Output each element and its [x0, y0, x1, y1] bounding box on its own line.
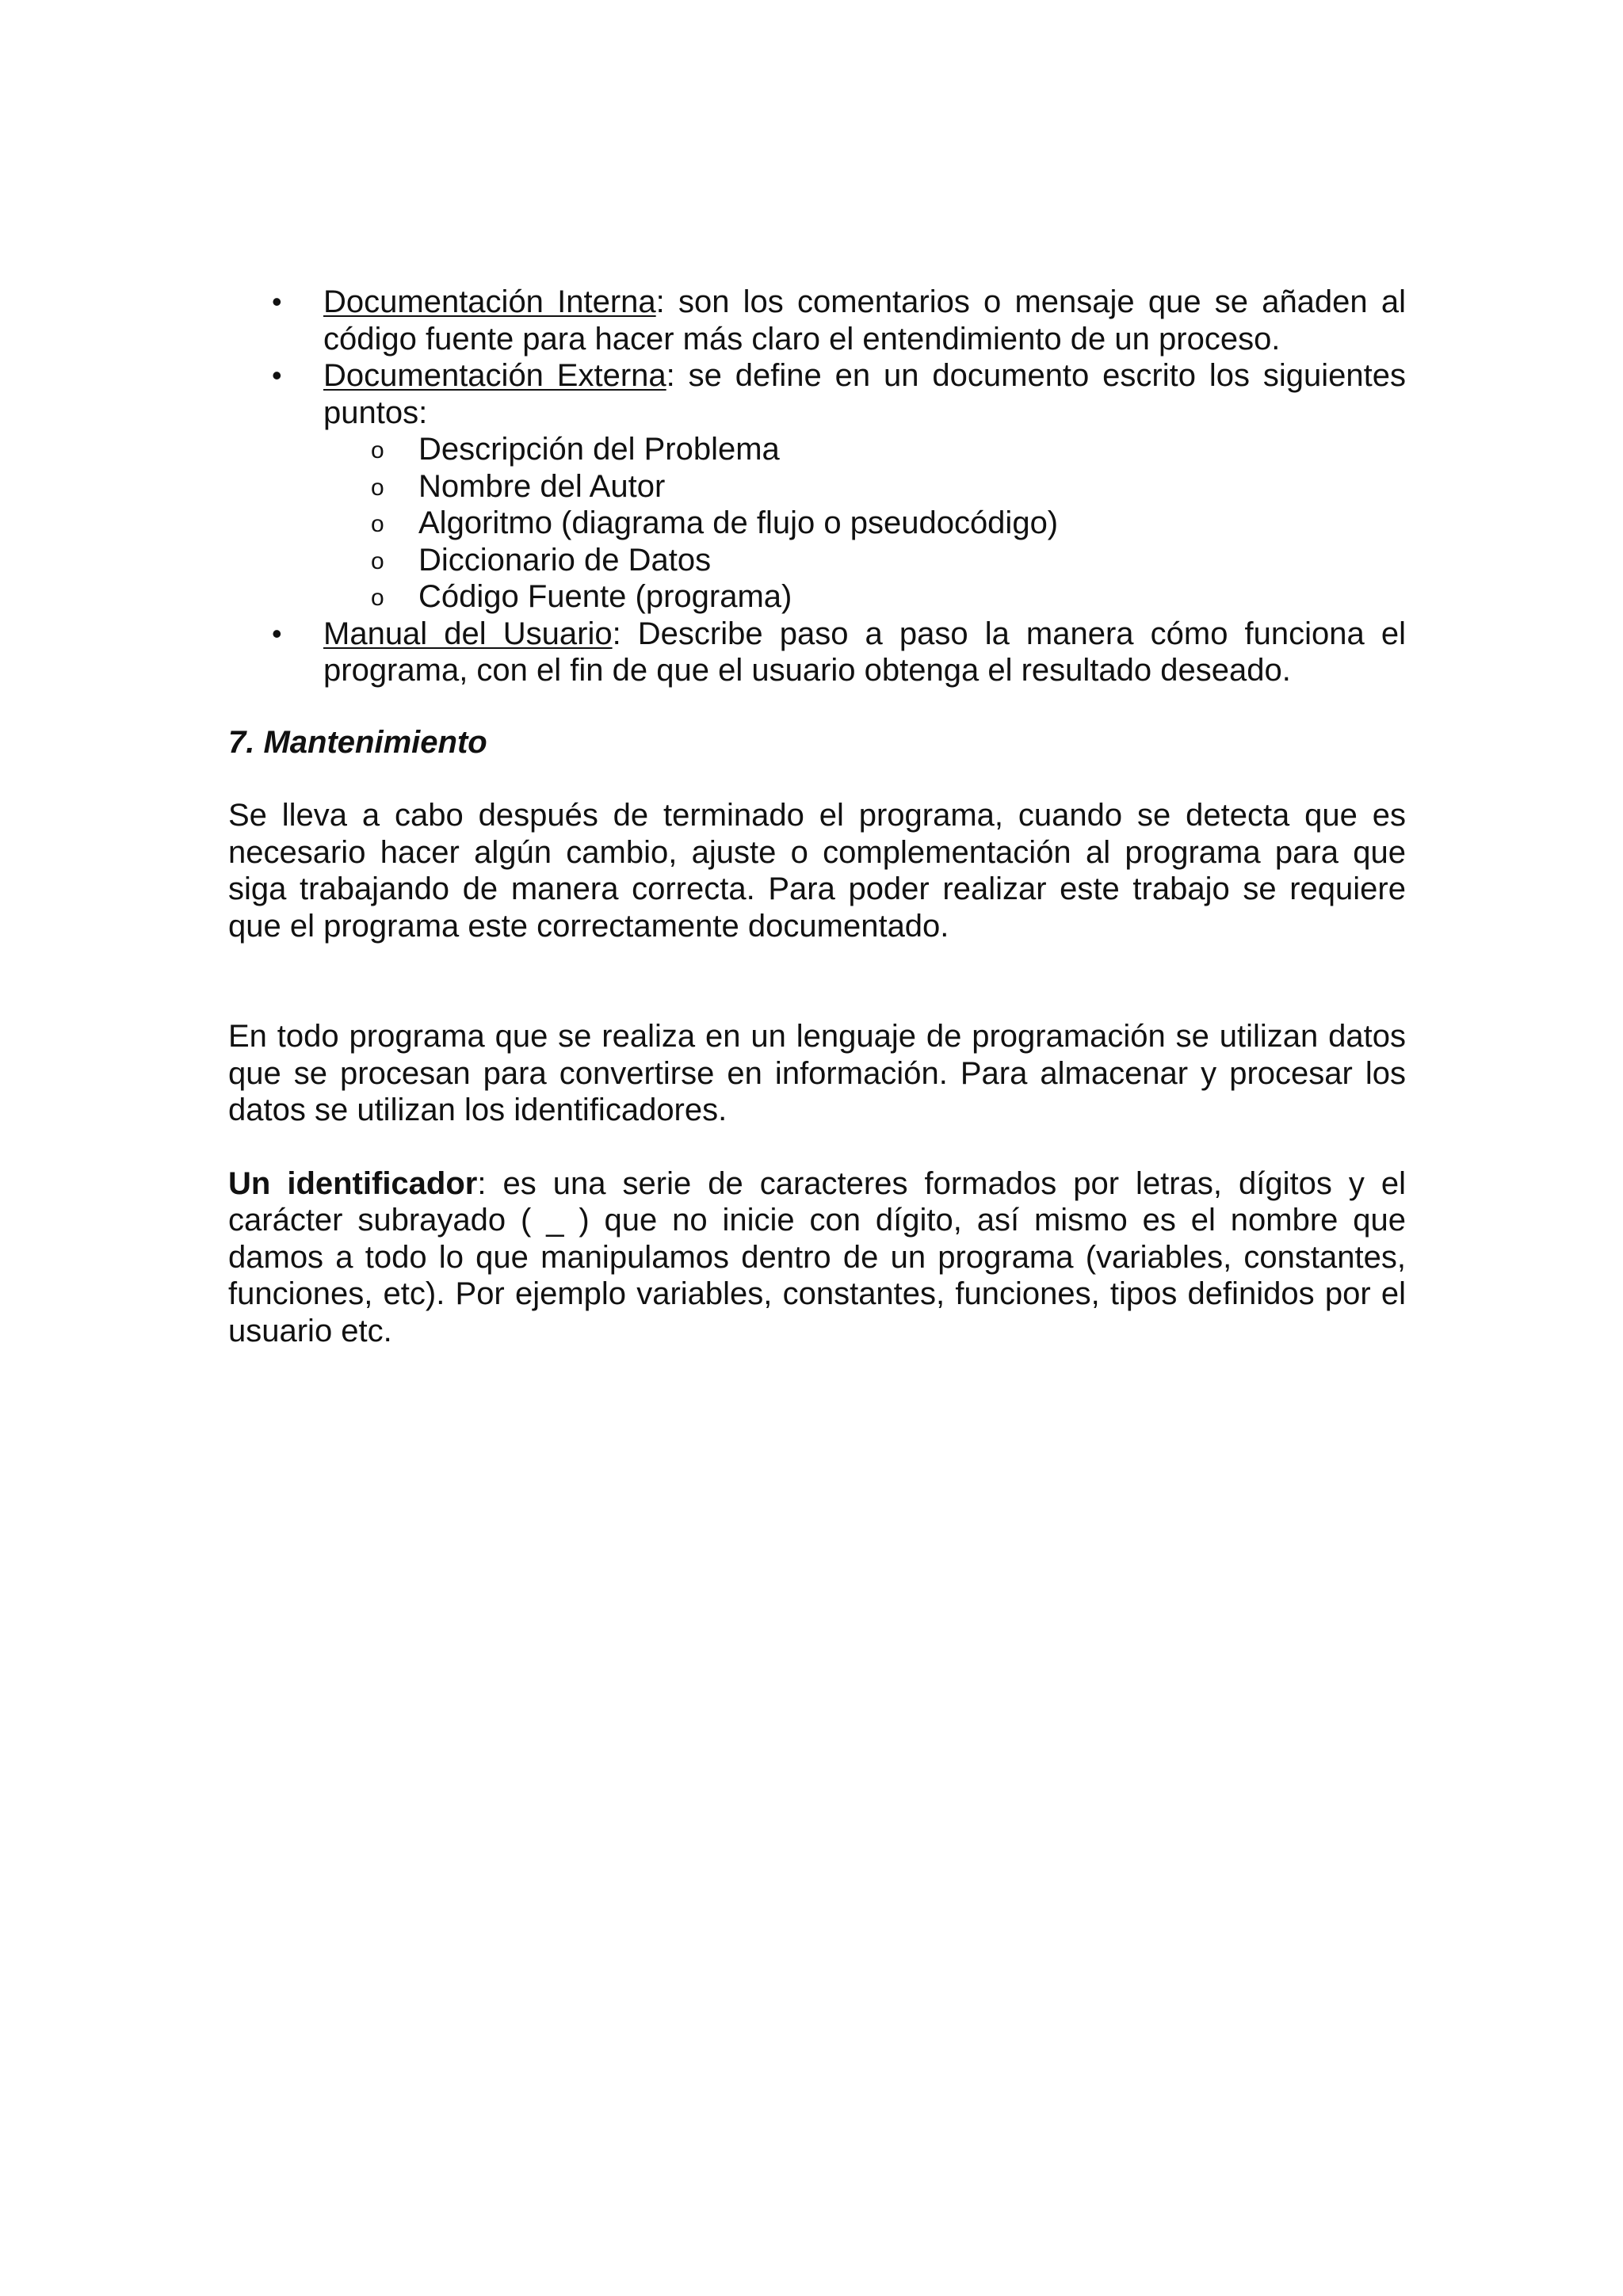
circle-bullet-icon: o: [371, 474, 384, 501]
subitem-label: Nombre del Autor: [418, 468, 666, 504]
identifier-paragraph: [228, 1165, 1406, 1350]
subitem-label: Algoritmo (diagrama de flujo o pseudocódigo): [418, 505, 1059, 540]
document-page: [228, 284, 1406, 1349]
data-intro-paragraph: En todo programa que se realiza en un lenguaje de programación se utilizan datos que se procesan para convertirse en información. Para almacenar y procesar los datos se utilizan los identificadores.: [228, 1019, 1406, 1127]
bullet-icon: •: [272, 285, 282, 318]
internal-documentation-term: Documentación Interna: [323, 284, 656, 319]
subitem-label: Código Fuente (programa): [418, 579, 792, 614]
bullet-icon: •: [272, 616, 282, 650]
internal-documentation-text: : son los comentarios o mensaje que se añaden al código fuente para hacer más claro el entendimiento de un proceso.: [323, 284, 1406, 357]
circle-bullet-icon: o: [371, 437, 384, 463]
external-documentation-text: : se define en un documento escrito los siguientes puntos:: [323, 358, 1406, 430]
subitem-label: Descripción del Problema: [418, 432, 780, 467]
bullet-icon: •: [272, 359, 282, 391]
subitem-author-name: [228, 468, 1406, 505]
user-manual-text: : Describe paso a paso la manera cómo funciona el programa, con el fin de que el usuario obtenga el resultado deseado.: [323, 616, 1406, 688]
circle-bullet-icon: o: [371, 511, 384, 537]
documentation-list: [228, 284, 1406, 431]
subitem-data-dictionary: [228, 542, 1406, 579]
subitem-problem-description: [228, 431, 1406, 468]
documentation-list-continued: [228, 616, 1406, 689]
subitem-algorithm: [228, 505, 1406, 542]
circle-bullet-icon: o: [371, 547, 384, 574]
identifier-term: Un identificador: [228, 1165, 478, 1201]
external-documentation-points: [228, 431, 1406, 616]
circle-bullet-icon: o: [371, 585, 384, 611]
list-item-internal-documentation: [228, 284, 1406, 357]
list-item-external-documentation: [228, 357, 1406, 431]
section-heading: 7. Mantenimiento: [228, 724, 487, 760]
subitem-label: Diccionario de Datos: [418, 542, 712, 578]
external-documentation-term: Documentación Externa: [323, 358, 666, 393]
maintenance-paragraph: Se lleva a cabo después de terminado el programa, cuando se detecta que es necesario hacer algún cambio, ajuste o complementación al programa para que siga trabajando de manera correcta. Para poder realizar este trabajo se requiere que el programa este correctamente documentado.: [228, 798, 1406, 944]
subitem-source-code: [228, 578, 1406, 616]
user-manual-term: Manual del Usuario: [323, 616, 613, 651]
list-item-user-manual: [228, 616, 1406, 689]
identifier-definition: : es una serie de caracteres formados por letras, dígitos y el carácter subrayado ( _ ) que no inicie con dígito, así mismo es el nombre que damos a todo lo que manipulamos dentro de un programa (variables, constantes, funciones, etc). Por ejemplo variables, constantes, funciones, tipos definidos por el usuario etc.: [228, 1165, 1407, 1348]
